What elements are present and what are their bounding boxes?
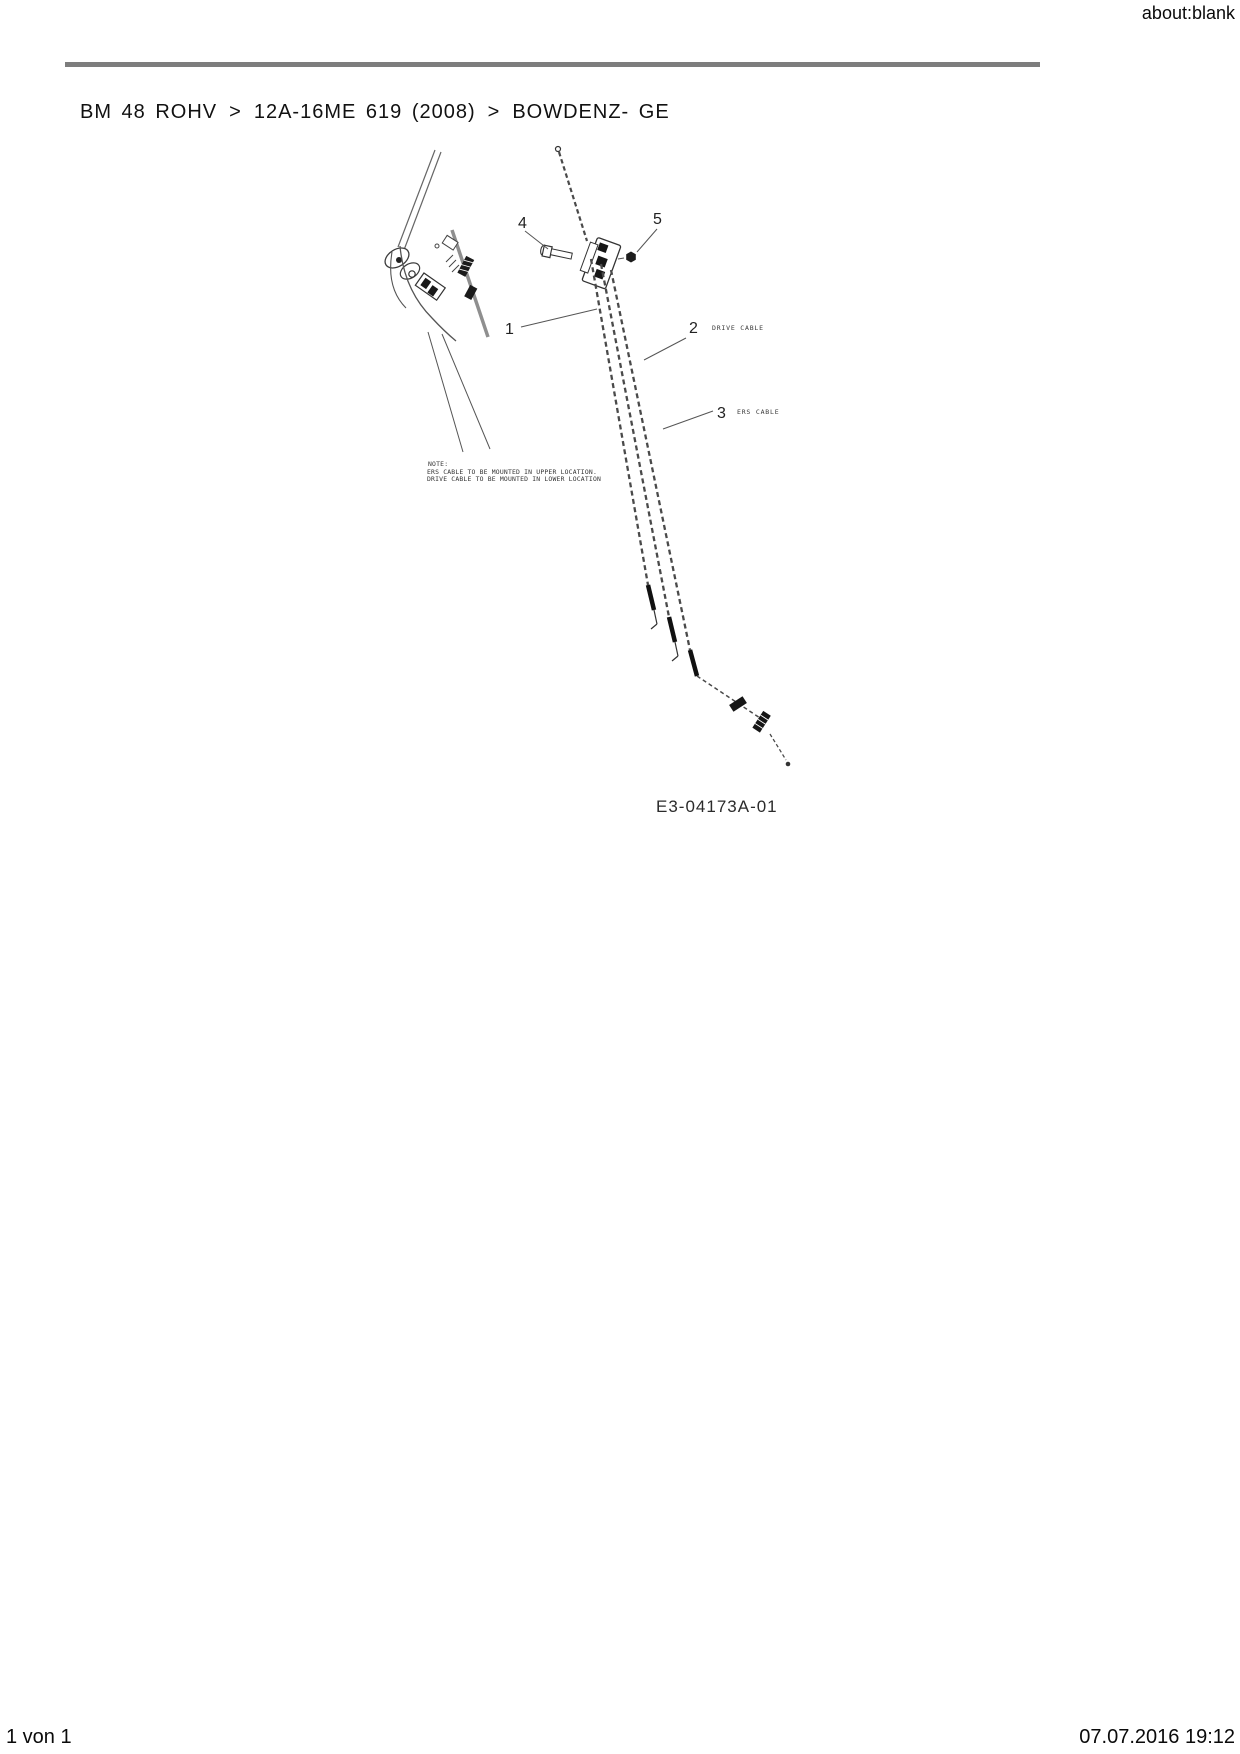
cable-clamp-bracket [577,236,621,289]
note-block [427,332,601,483]
handle-clamp [415,273,445,300]
callout-3-number: 3 [717,405,726,422]
breadcrumb-item-model: BM 48 ROHV [80,101,218,123]
callout-4 [518,215,548,249]
breadcrumb [80,101,670,124]
callout-2-label: DRIVE CABLE [712,324,764,332]
callout-2 [644,320,764,360]
bolt-part [540,245,573,262]
breadcrumb-item-section: BOWDENZ- GE [512,101,670,123]
upper-cable [556,147,588,242]
nut-part [618,252,636,263]
callout-5-number: 5 [653,211,662,228]
cable-1 [591,259,648,585]
callout-1 [505,309,597,338]
callout-1-number: 1 [505,321,514,338]
note-line-1: ERS CABLE TO BE MOUNTED IN UPPER LOCATION. [427,468,597,476]
note-title: NOTE: [428,460,449,468]
callout-4-number: 4 [518,215,527,232]
note-line-2: DRIVE CABLE TO BE MOUNTED IN LOWER LOCATION [427,475,602,483]
breadcrumb-separator: > [487,101,501,123]
breadcrumb-item-variant: 12A-16ME 619 (2008) [253,101,476,123]
cable-assembly [591,259,690,650]
callout-2-number: 2 [689,320,698,337]
print-footer-page-number: 1 von 1 [6,1726,72,1748]
cable-2 [601,264,669,617]
cable-fitting [457,256,474,277]
callout-3-label: ERS CABLE [737,408,780,416]
drawing-id: E3-04173A-01 [656,797,778,816]
header-divider [65,62,1040,67]
print-footer-timestamp: 07.07.2016 19:12 [1079,1726,1235,1748]
parts-diagram [380,140,810,830]
callout-3 [663,405,779,429]
callout-5 [637,211,662,252]
handlebar-detail [381,150,488,341]
cable-end-fittings [648,585,790,766]
breadcrumb-separator: > [229,101,242,123]
print-header-url: about:blank [1141,3,1235,23]
